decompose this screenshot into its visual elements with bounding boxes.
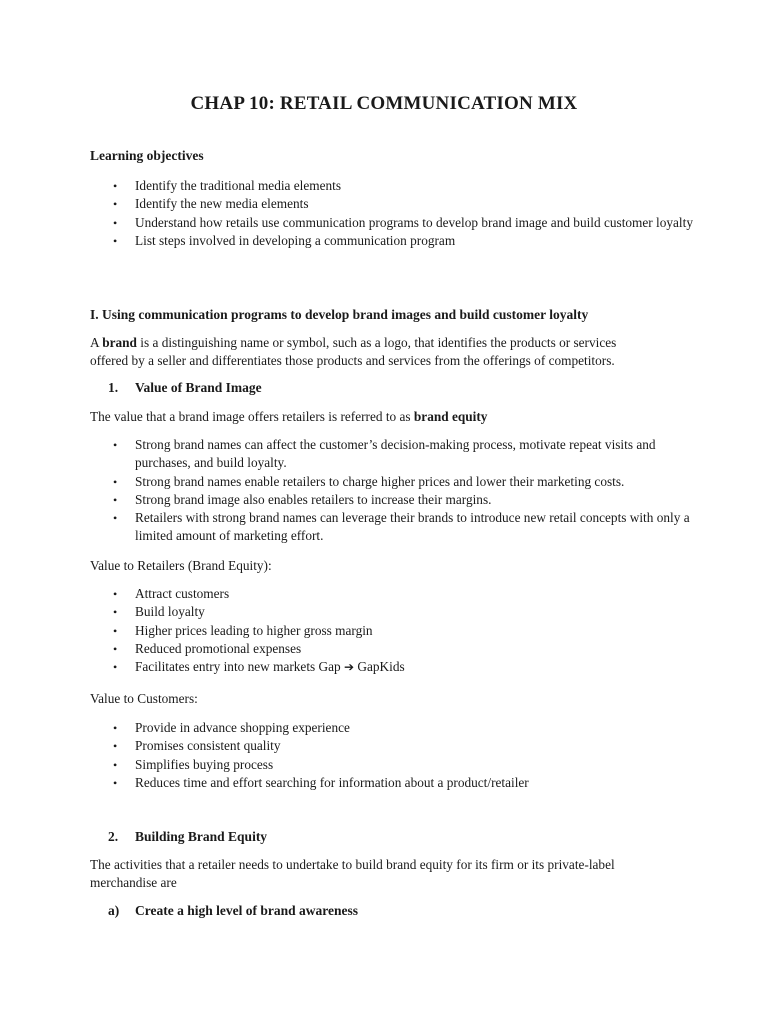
brand-equity-prefix: The value that a brand image offers retailers is referred to as xyxy=(90,409,414,424)
bullet-icon: • xyxy=(113,641,118,656)
bullet-icon: • xyxy=(113,757,118,772)
list-item xyxy=(90,232,695,250)
list-item xyxy=(90,585,695,603)
brand-definition xyxy=(90,334,650,370)
list-item xyxy=(90,756,695,774)
list-item-text: Promises consistent quality xyxy=(135,738,281,754)
bullet-icon: • xyxy=(113,438,118,452)
list-item-text: Reduces time and effort searching for information about a product/retailer xyxy=(135,774,529,790)
brand-def-prefix: A xyxy=(90,335,103,350)
list-item-text: Build loyalty xyxy=(135,604,205,620)
list-item xyxy=(90,774,695,792)
list-item-text: Reduced promotional expenses xyxy=(135,640,302,656)
value-to-customers-heading: Value to Customers: xyxy=(90,691,198,706)
bullet-icon: • xyxy=(113,511,118,526)
page-title: CHAP 10: RETAIL COMMUNICATION MIX xyxy=(190,93,578,114)
learning-objectives-heading: Learning objectives xyxy=(90,148,204,163)
subheading-number: 2. xyxy=(108,829,119,844)
bullet-icon: • xyxy=(113,721,118,735)
bullet-icon: • xyxy=(113,197,118,212)
subheading-value-of-brand-image xyxy=(108,380,262,396)
bullet-icon: • xyxy=(113,660,118,675)
list-item-text: Identify the new media elements xyxy=(135,196,309,212)
value-to-retailers-list xyxy=(90,585,695,676)
list-item xyxy=(90,214,695,232)
list-item-text: Higher prices leading to higher gross margin xyxy=(135,622,373,638)
subheading-number: a) xyxy=(108,903,120,918)
brand-def-rest: is a distinguishing name or symbol, such as a logo, that identifies the products or services offered by a seller and differentiates those products and services from the offerings of competitors. xyxy=(90,335,617,368)
list-item xyxy=(90,603,695,621)
value-to-customers-list xyxy=(90,719,695,792)
learning-objectives-list xyxy=(90,177,695,250)
list-item-text: List steps involved in developing a communication program xyxy=(135,232,456,248)
list-item xyxy=(90,658,695,676)
subheading-label: Building Brand Equity xyxy=(135,829,268,844)
list-item xyxy=(90,491,695,509)
brand-benefits-list xyxy=(90,436,695,546)
list-item xyxy=(90,436,695,473)
list-item xyxy=(90,640,695,658)
list-item xyxy=(90,737,695,755)
brand-term: brand xyxy=(102,335,137,350)
list-item-text: Strong brand names can affect the customer’s decision-making process, motivate repeat visits and purchases, and build loyalty. xyxy=(135,437,656,471)
subheading-number: 1. xyxy=(108,380,119,395)
subheading-brand-awareness xyxy=(108,903,358,919)
bullet-icon: • xyxy=(113,587,118,601)
bullet-icon: • xyxy=(113,775,118,790)
list-item xyxy=(90,473,695,491)
bullet-icon: • xyxy=(113,233,118,248)
list-item xyxy=(90,177,695,195)
brand-equity-term: brand equity xyxy=(413,409,488,424)
building-brand-equity-paragraph: The activities that a retailer needs to undertake to build brand equity for its firm or its private-label merchandise are xyxy=(90,857,615,890)
bullet-icon: • xyxy=(113,605,118,620)
bullet-icon: • xyxy=(113,739,118,754)
subheading-label: Value of Brand Image xyxy=(135,380,262,395)
list-item xyxy=(90,719,695,737)
list-item xyxy=(90,509,695,546)
list-item-text: Strong brand image also enables retailers to increase their margins. xyxy=(135,491,492,507)
bullet-icon: • xyxy=(113,474,118,489)
subheading-building-brand-equity xyxy=(108,829,267,845)
list-item-text: Identify the traditional media elements xyxy=(135,178,342,193)
value-to-retailers-heading: Value to Retailers (Brand Equity): xyxy=(90,558,272,573)
list-item xyxy=(90,622,695,640)
arrow-right-icon: ➔ xyxy=(344,660,355,675)
list-item xyxy=(90,195,695,213)
bullet-icon: • xyxy=(113,623,118,638)
list-item-text: Attract customers xyxy=(135,586,230,601)
section-heading: I. Using communication programs to develop brand images and build customer loyalty xyxy=(90,307,589,322)
list-item-text: Strong brand names enable retailers to charge higher prices and lower their marketing costs. xyxy=(135,473,625,489)
list-item-text: Simplifies buying process xyxy=(135,756,274,772)
list-item-text: Retailers with strong brand names can leverage their brands to introduce new retail concepts with only a limited amount of marketing effort. xyxy=(135,510,690,544)
bullet-icon: • xyxy=(113,492,118,507)
list-item-text: Facilitates entry into new markets Gap xyxy=(135,659,344,675)
brand-equity-line xyxy=(90,408,690,426)
list-item-text: Provide in advance shopping experience xyxy=(135,720,350,735)
bullet-icon: • xyxy=(113,179,118,193)
list-item-text-suffix: GapKids xyxy=(354,659,405,675)
bullet-icon: • xyxy=(113,215,118,230)
subheading-label: Create a high level of brand awareness xyxy=(135,903,358,918)
list-item-text: Understand how retails use communication programs to develop brand image and build customer loyalty xyxy=(135,214,693,230)
